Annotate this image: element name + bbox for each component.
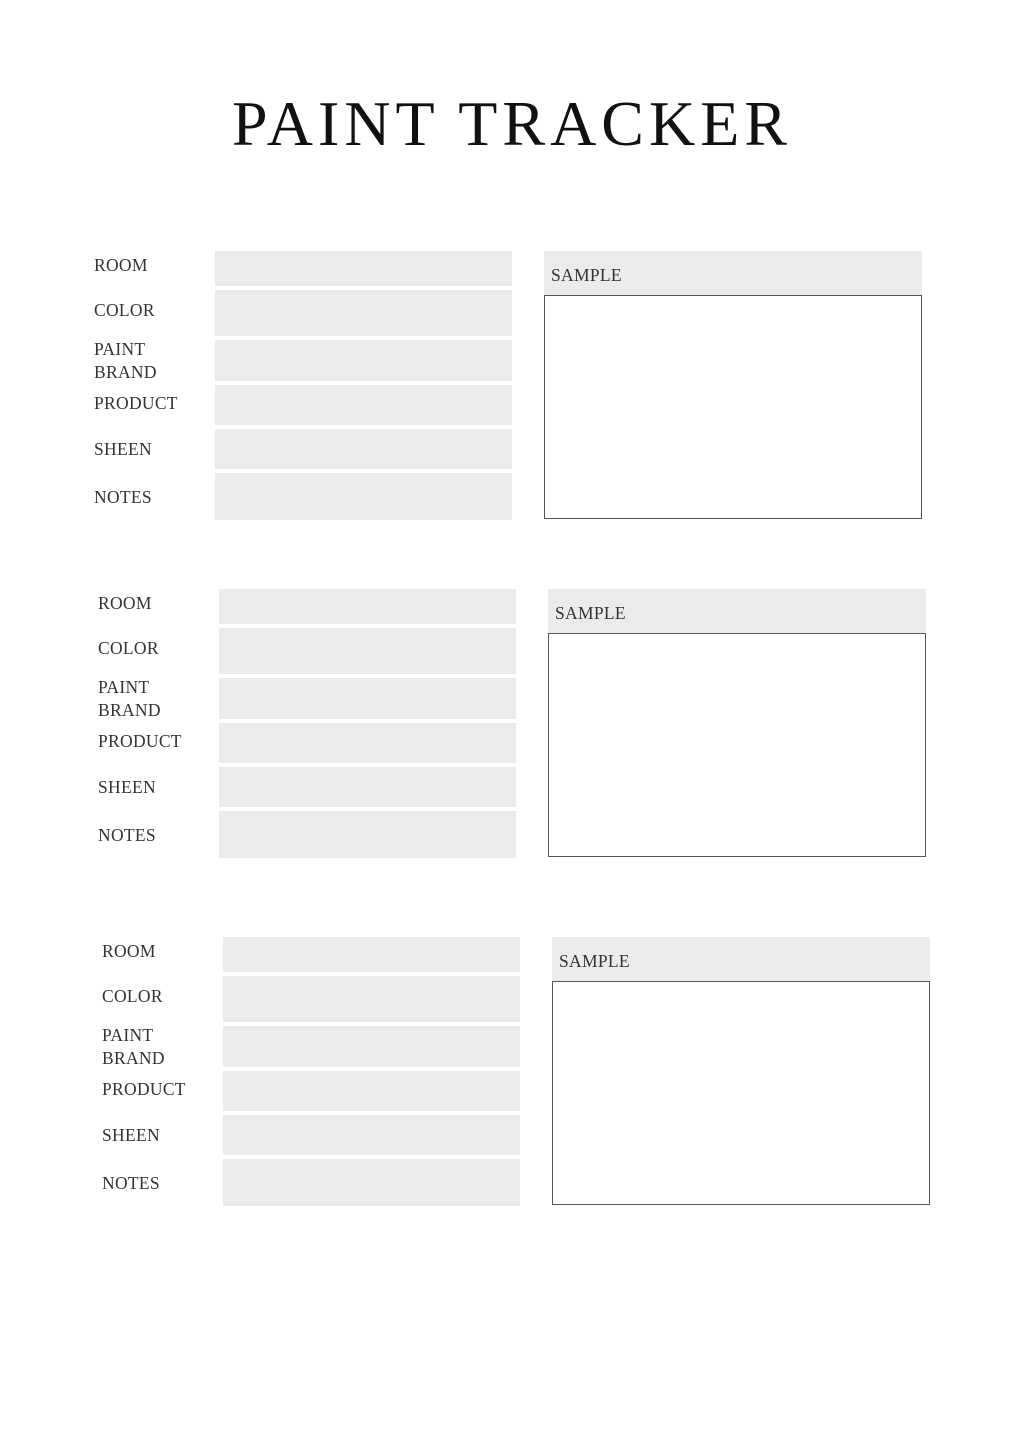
sheen-field[interactable]	[215, 429, 512, 469]
notes-label: NOTES	[98, 825, 156, 845]
sheen-field[interactable]	[219, 767, 516, 807]
product-label: PRODUCT	[94, 393, 178, 413]
color-field[interactable]	[215, 290, 512, 336]
page-title: PAINT TRACKER	[232, 88, 792, 159]
paint-brand-field[interactable]	[215, 340, 512, 381]
product-label: PRODUCT	[102, 1079, 186, 1099]
sample-header: SAMPLE	[552, 937, 930, 981]
room-field[interactable]	[215, 251, 512, 286]
paint-brand-label: PAINT BRAND	[102, 1025, 165, 1068]
room-label: ROOM	[98, 593, 152, 613]
notes-label: NOTES	[94, 487, 152, 507]
sample-header: SAMPLE	[544, 251, 922, 295]
product-field[interactable]	[223, 1071, 520, 1111]
paint-brand-field[interactable]	[219, 678, 516, 719]
paint-brand-label: PAINT BRAND	[94, 339, 157, 382]
paint-entry-1	[94, 251, 934, 523]
room-field[interactable]	[223, 937, 520, 972]
sheen-label: SHEEN	[98, 777, 156, 797]
notes-field[interactable]	[219, 811, 516, 858]
product-field[interactable]	[219, 723, 516, 763]
paint-entry-2	[98, 589, 938, 861]
color-label: COLOR	[94, 300, 155, 320]
color-field[interactable]	[219, 628, 516, 674]
sheen-label: SHEEN	[102, 1125, 160, 1145]
sample-swatch-area[interactable]	[544, 295, 922, 519]
notes-label: NOTES	[102, 1173, 160, 1193]
sheen-label: SHEEN	[94, 439, 152, 459]
sample-header: SAMPLE	[548, 589, 926, 633]
notes-field[interactable]	[215, 473, 512, 520]
color-label: COLOR	[98, 638, 159, 658]
sheen-field[interactable]	[223, 1115, 520, 1155]
product-label: PRODUCT	[98, 731, 182, 751]
room-label: ROOM	[102, 941, 156, 961]
room-label: ROOM	[94, 255, 148, 275]
sample-swatch-area[interactable]	[552, 981, 930, 1205]
sample-swatch-area[interactable]	[548, 633, 926, 857]
paint-brand-field[interactable]	[223, 1026, 520, 1067]
room-field[interactable]	[219, 589, 516, 624]
color-field[interactable]	[223, 976, 520, 1022]
notes-field[interactable]	[223, 1159, 520, 1206]
paint-entry-3	[102, 937, 942, 1209]
color-label: COLOR	[102, 986, 163, 1006]
product-field[interactable]	[215, 385, 512, 425]
paint-brand-label: PAINT BRAND	[98, 677, 161, 720]
